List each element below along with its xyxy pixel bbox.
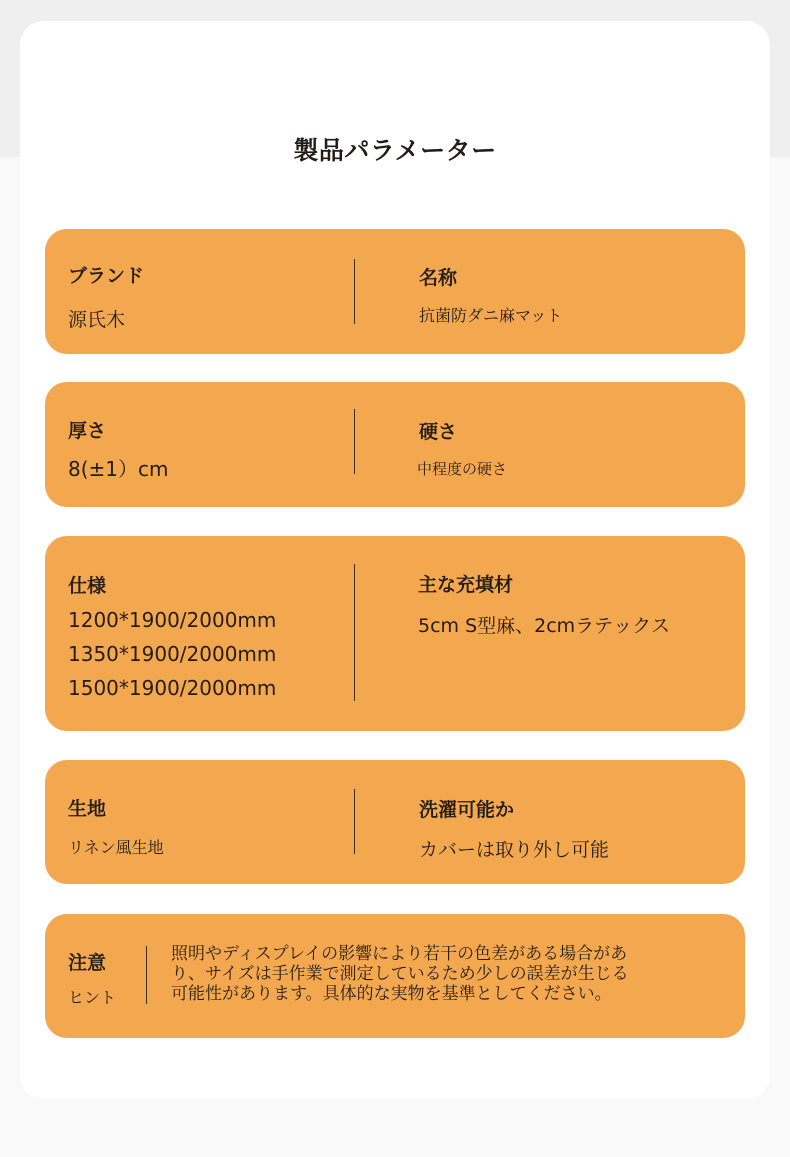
param-value-specs [68,603,276,705]
param-label-hardness: 硬さ [419,421,458,443]
param-value-hardness: 中程度の硬さ [417,460,508,478]
param-filling [419,536,729,731]
notice-divider [146,946,147,1004]
param-row-fabric [45,760,745,884]
column-divider [354,564,355,701]
param-name [419,229,729,354]
param-row-specs [45,536,745,731]
param-row-thickness [45,382,745,507]
notice-row [45,914,745,1038]
param-brand [68,229,348,354]
param-value-brand: 源氏木 [68,309,126,331]
notice-label: 注意 [68,952,107,974]
notice-text [171,944,691,1004]
param-label-fabric: 生地 [68,798,107,820]
spec-size-1: 1200*1900/2000mm [68,608,277,632]
param-row-brand [45,229,745,354]
param-value-thickness: 8(±1）cm [68,457,169,481]
param-label-specs: 仕様 [68,575,107,597]
param-value-name: 抗菌防ダニ麻マット [419,306,563,325]
param-label-filling: 主な充填材 [418,574,514,596]
page-title: 製品パラメーター [293,136,497,165]
spec-size-3: 1500*1900/2000mm [68,676,277,700]
param-value-washable: カバーは取り外し可能 [419,839,610,861]
param-value-fabric: リネン風生地 [68,838,164,857]
notice-sublabel: ヒント [68,988,117,1007]
param-hardness [419,382,729,507]
param-washable [419,760,729,884]
notice-line-1: 照明やディスプレイの影響により若干の色差がある場合があ [171,944,628,964]
column-divider [354,259,355,324]
param-label-brand: ブランド [68,265,145,287]
param-value-filling: 5cm S型麻、2cmラテックス [418,615,670,637]
param-specs [68,536,348,731]
notice-heading [68,914,158,1038]
param-label-thickness: 厚さ [68,420,107,442]
param-label-washable: 洗濯可能か [419,799,515,821]
spec-size-2: 1350*1900/2000mm [68,642,277,666]
param-label-name: 名称 [419,267,458,289]
param-fabric [68,760,348,884]
notice-line-3: 可能性があります。具体的な実物を基準としてください。 [171,984,612,1004]
column-divider [354,409,355,474]
notice-line-2: り、サイズは手作業で測定しているため少しの誤差が生じる [171,964,629,984]
param-thickness [68,382,348,507]
column-divider [354,789,355,854]
